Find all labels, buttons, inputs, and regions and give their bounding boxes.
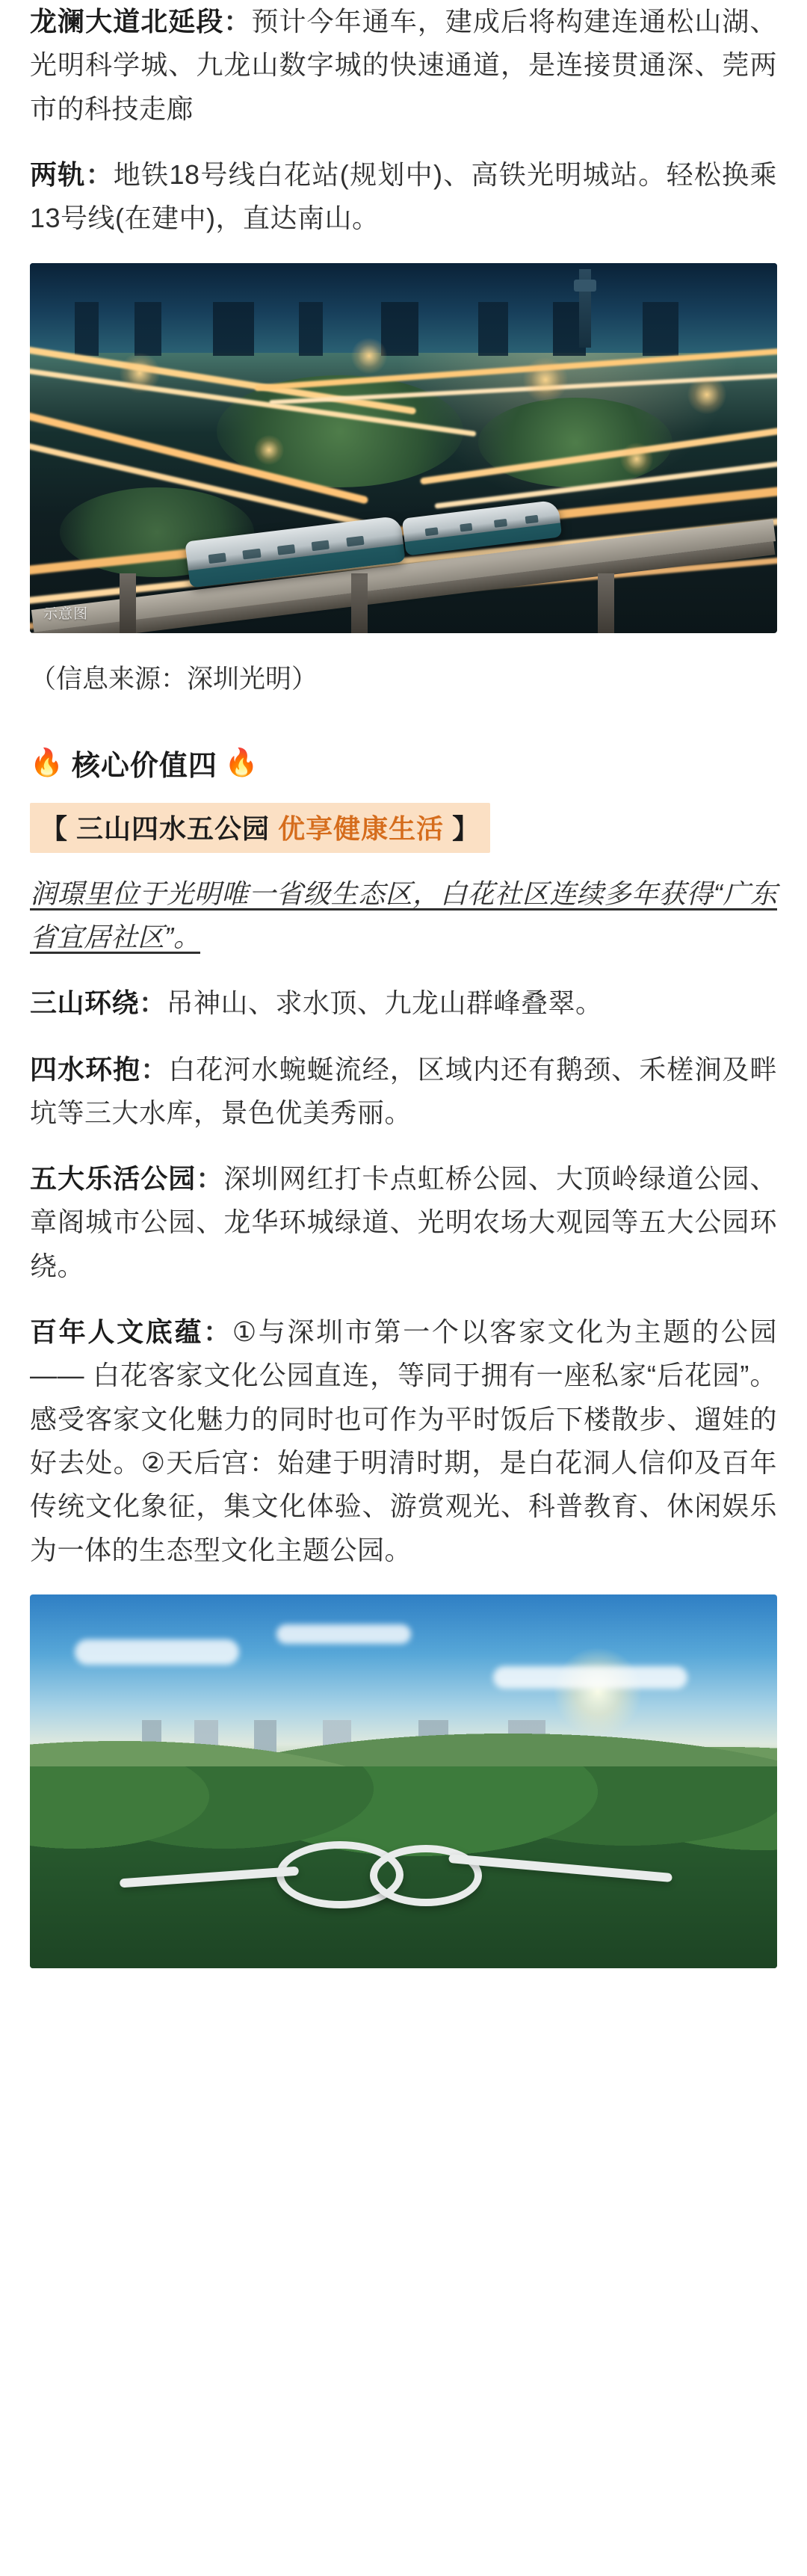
cloud [493,1666,687,1689]
paragraph-body: 地铁18号线白花站(规划中)、高铁光明城站。轻松换乘13号线(在建中)，直达南山。 [30,158,777,234]
paragraph-lead: 四水环抱 [30,1053,141,1085]
greenway-park-daytime-photo [30,1594,777,1968]
train-window [312,540,330,551]
train-window [243,548,262,559]
rail-transit-night-photo [30,263,777,633]
paragraph-lead: 三山环绕 [30,987,140,1019]
source-line: （信息来源：深圳光明） [30,664,318,694]
train-window [208,552,227,564]
bracket-close: 】 [452,813,480,844]
paragraph-colon: ： [203,1316,232,1348]
section-heading-core-value-four [30,742,777,783]
paragraph-body: 预计今年通车，建成后将构建连通松山湖、光明科学城、九龙山数字城的快速通道，是连接贯通深、莞两市的科技走廊 [30,6,777,124]
paragraph-cultural-heritage [30,1310,777,1572]
train-window [425,527,439,536]
fire-icon: 🔥 [224,747,259,778]
paragraph-four-waters [30,1048,777,1136]
paragraph-lead: 五大乐活公园 [30,1163,197,1195]
highlight-banner [30,803,490,853]
paragraph-colon: ： [140,1053,169,1085]
cloud [75,1639,239,1665]
train-window [277,544,296,555]
paragraph-longlan-avenue [30,0,777,131]
street-light-glow [254,435,284,465]
bracket-open: 【 [40,813,69,844]
paragraph-five-parks [30,1157,777,1288]
highlight-part-one: 三山四水五公园 [76,813,270,844]
paragraph-body: ①与深圳市第一个以客家文化为主题的公园 —— 白花客家文化公园直连，等同于拥有一座私家“后花园”。感受客家文化魅力的同时也可作为平时饭后下楼散步、遛娃的好去处。②天后宫：始建于明清时期，是白花洞人信仰及百年传统文化象征，集文化体验、游赏观光、科普教育、休闲娱乐为一体的生态型文化主题公园。 [30,1316,777,1565]
street-light-glow [620,443,653,475]
paragraph-colon: ： [196,1163,224,1195]
train-window [494,519,507,528]
train-window [525,514,538,523]
paragraph-body: 白花河水蜿蜒流经，区域内还有鹅颈、禾槎涧及畔坑等三大水库，景色优美秀丽。 [30,1053,777,1128]
paragraph-body: 深圳网红打卡点虹桥公园、大顶岭绿道公园、章阁城市公园、龙华环城绿道、光明农场大观园等五大公园环绕。 [30,1163,777,1281]
train-window [346,535,365,546]
section-intro-text: 润璟里位于光明唯一省级生态区，白花社区连续多年获得“广东省宜居社区”。 [30,878,777,952]
paragraph-body: 吊神山、求水顶、九龙山群峰叠翠。 [166,987,603,1019]
highlight-part-two: 优享健康生活 [278,813,445,844]
train-window [460,523,473,531]
paragraph-colon: ： [85,158,114,190]
section-heading-label: 核心价值四 [71,750,217,782]
city-skyline-silhouette [30,302,777,356]
cloud [276,1624,411,1644]
paragraph-lead: 两轨 [30,158,86,190]
communication-tower [579,269,591,348]
paragraph-three-mountains [30,982,777,1025]
paragraph-two-rails [30,153,777,241]
street-light-glow [120,353,160,393]
viaduct-pier [120,573,136,633]
street-light-glow [687,375,726,414]
paragraph-lead: 龙澜大道北延段 [30,6,224,37]
fire-icon: 🔥 [30,747,64,778]
street-light-glow [351,338,387,374]
paragraph-colon: ： [139,987,167,1019]
viaduct-pier [351,573,368,633]
paragraph-lead: 百年人文底蕴 [30,1316,204,1348]
paragraph-colon: ： [223,6,252,37]
greenway-loop-bridge [370,1845,482,1906]
street-light-glow [523,357,568,402]
figure-badge-label: 示意图 [43,606,89,622]
viaduct-pier [598,573,614,633]
